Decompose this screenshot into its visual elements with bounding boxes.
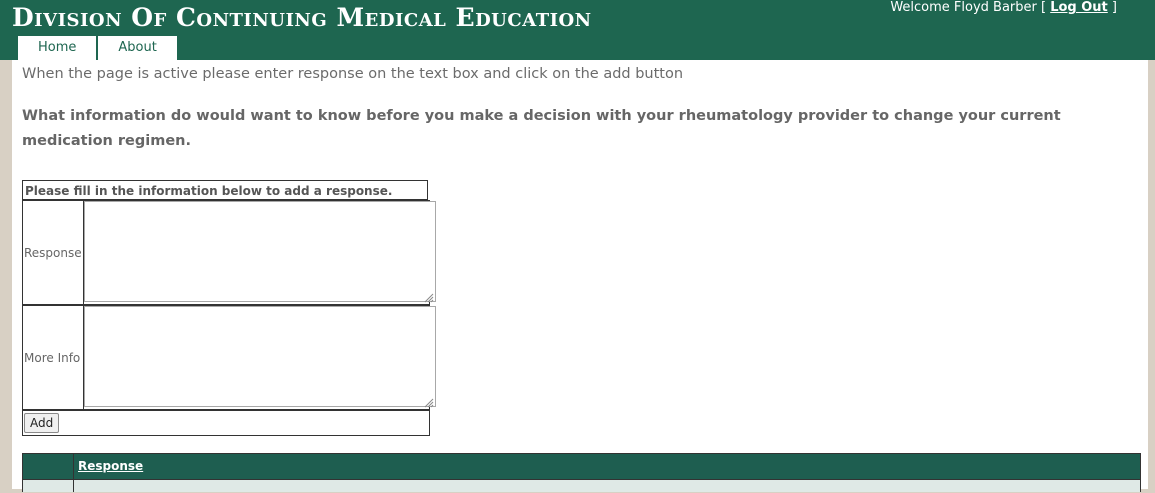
form-heading: Please fill in the information below to add a response. [22,180,428,200]
responses-table [22,453,1141,493]
instructions-text: When the page is active please enter response on the text box and click on the add button [22,66,684,82]
more-info-textarea[interactable] [84,306,436,407]
response-row [22,200,430,305]
site-header [0,0,1155,60]
menu-item-about[interactable]: About [98,36,176,60]
question-text: What information do would want to know before you make a decision with your rheumatology provider to change your current medication regimen. [22,108,1061,149]
main-menu [18,36,179,60]
welcome-suffix: ] [1107,0,1117,15]
logout-link[interactable]: Log Out [1050,0,1108,15]
table-header-blank-cell [23,454,74,479]
response-column-header[interactable]: Response [78,459,144,473]
table-row-blank-cell [23,480,74,492]
more-info-label: More Info [22,305,84,410]
site-title: Division Of Continuing Medical Education [12,3,592,32]
response-label: Response [22,200,84,305]
table-row [22,480,1141,492]
resize-grip-icon[interactable] [422,291,434,303]
main-content [12,60,1148,489]
response-textarea[interactable] [84,201,436,302]
table-header [22,453,1141,480]
more-info-row [22,305,430,410]
add-button[interactable]: Add [24,413,59,433]
resize-grip-icon[interactable] [422,396,434,408]
add-row [22,410,430,436]
login-status [890,0,1117,15]
menu-item-home[interactable]: Home [18,36,96,60]
welcome-text: Welcome Floyd Barber [ [890,0,1051,15]
